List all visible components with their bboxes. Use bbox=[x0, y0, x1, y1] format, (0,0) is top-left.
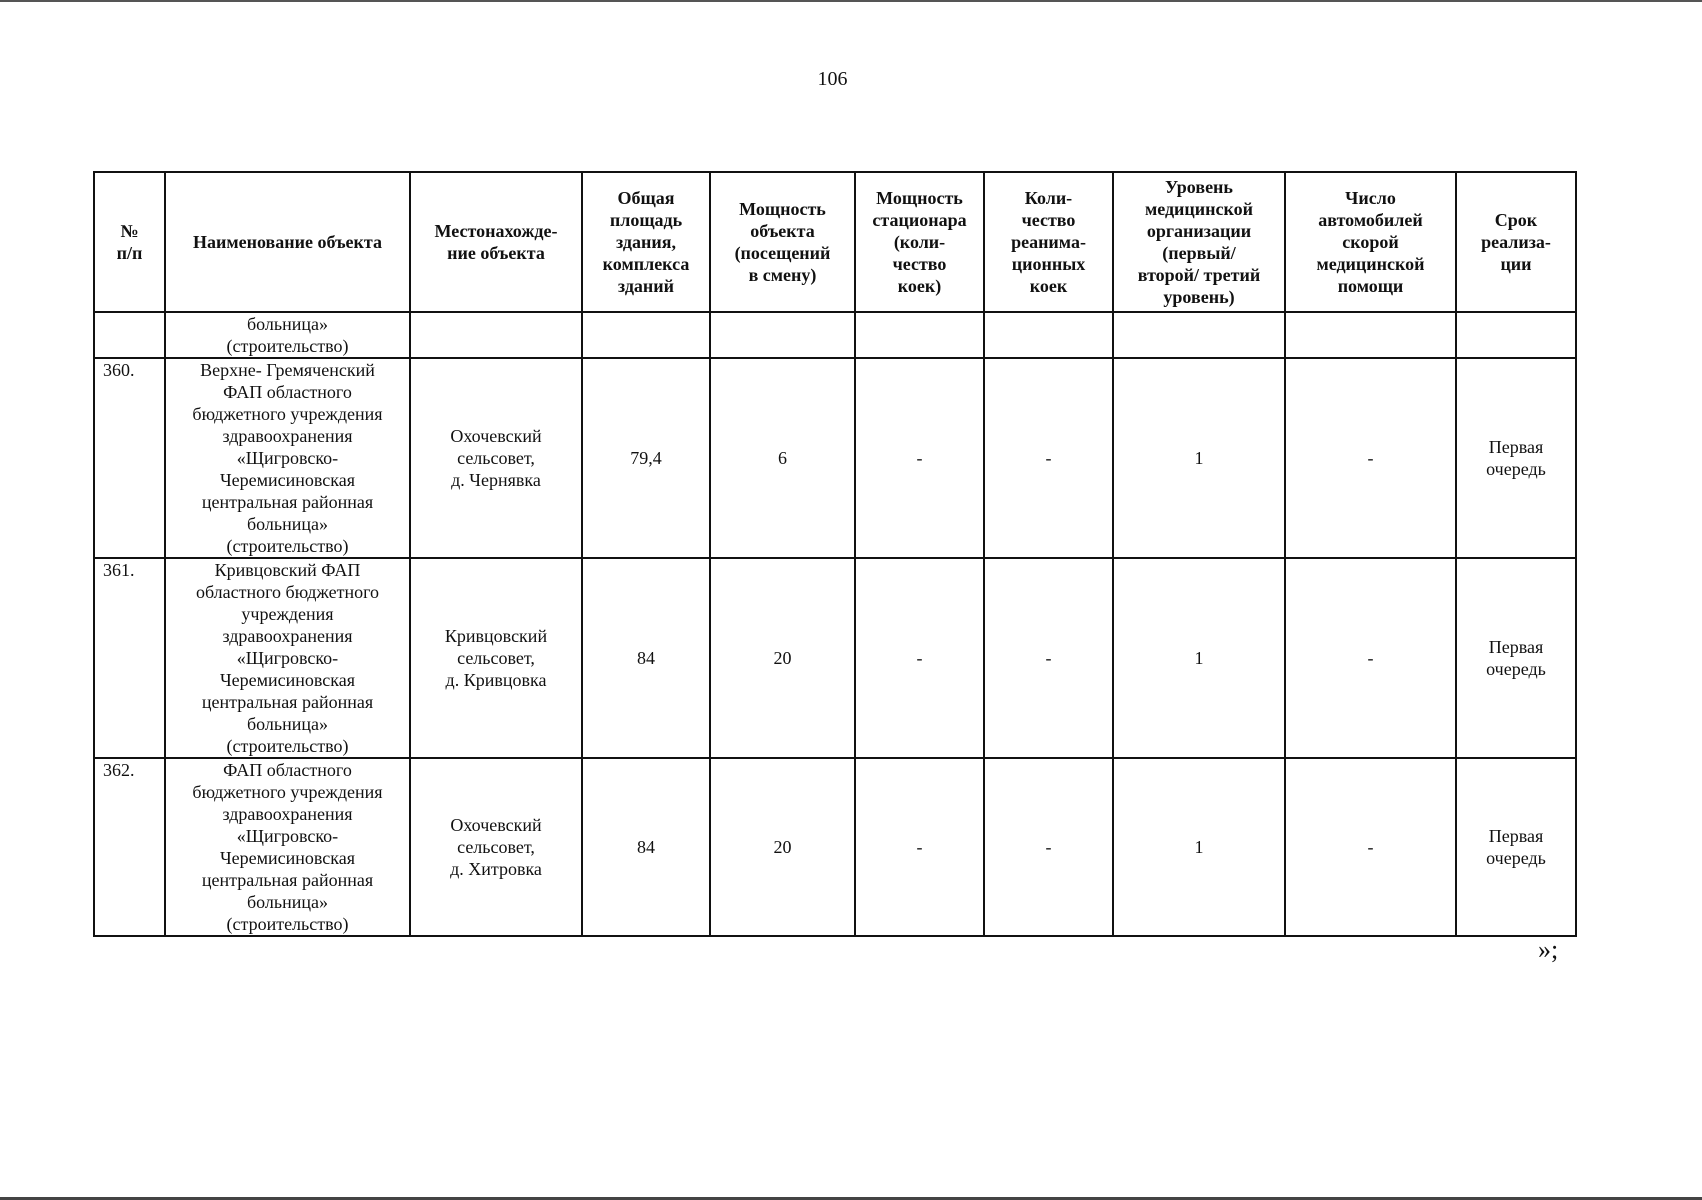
row-ambulances: - bbox=[1285, 358, 1456, 558]
row-num: 361. bbox=[94, 558, 165, 758]
continuation-hospital bbox=[855, 312, 984, 358]
table-header-row bbox=[94, 172, 1576, 312]
continuation-name: больница» (строительство) bbox=[165, 312, 410, 358]
continuation-ambulances bbox=[1285, 312, 1456, 358]
row-term: Первая очередь bbox=[1456, 358, 1576, 558]
row-area: 79,4 bbox=[582, 358, 710, 558]
continuation-icu bbox=[984, 312, 1113, 358]
row-num: 360. bbox=[94, 358, 165, 558]
continuation-level bbox=[1113, 312, 1285, 358]
row-icu: - bbox=[984, 558, 1113, 758]
header-ambulances: Число автомобилей скорой медицинской помощи bbox=[1285, 172, 1456, 312]
closing-quote-mark: »; bbox=[1538, 935, 1559, 964]
page-number: 106 bbox=[817, 68, 848, 90]
row-ambulances: - bbox=[1285, 558, 1456, 758]
row-icu: - bbox=[984, 358, 1113, 558]
row-hospital: - bbox=[855, 758, 984, 936]
row-num: 362. bbox=[94, 758, 165, 936]
row-level: 1 bbox=[1113, 758, 1285, 936]
header-term: Срок реализа- ции bbox=[1456, 172, 1576, 312]
continuation-term bbox=[1456, 312, 1576, 358]
row-level: 1 bbox=[1113, 558, 1285, 758]
row-level: 1 bbox=[1113, 358, 1285, 558]
table-row bbox=[94, 558, 1576, 758]
row-capacity: 20 bbox=[710, 758, 855, 936]
row-term: Первая очередь bbox=[1456, 758, 1576, 936]
continuation-location bbox=[410, 312, 582, 358]
row-name: Верхне- Гремяченский ФАП областного бюджетного учреждения здравоохранения «Щигровско- Черемисиновская центральная районная больница» (строительство) bbox=[165, 358, 410, 558]
header-location: Местонахожде- ние объекта bbox=[410, 172, 582, 312]
scan-edge-top bbox=[0, 0, 1702, 2]
row-location: Охочевский сельсовет, д. Хитровка bbox=[410, 758, 582, 936]
row-icu: - bbox=[984, 758, 1113, 936]
header-level: Уровень медицинской организации (первый/ второй/ третий уровень) bbox=[1113, 172, 1285, 312]
row-location: Кривцовский сельсовет, д. Кривцовка bbox=[410, 558, 582, 758]
row-name: Кривцовский ФАП областного бюджетного учреждения здравоохранения «Щигровско- Черемисиновская центральная районная больница» (строительство) bbox=[165, 558, 410, 758]
row-area: 84 bbox=[582, 558, 710, 758]
continuation-capacity bbox=[710, 312, 855, 358]
row-ambulances: - bbox=[1285, 758, 1456, 936]
row-name: ФАП областного бюджетного учреждения здравоохранения «Щигровско- Черемисиновская центральная районная больница» (строительство) bbox=[165, 758, 410, 936]
header-name: Наименование объекта bbox=[165, 172, 410, 312]
header-icu: Коли- чество реанима- ционных коек bbox=[984, 172, 1113, 312]
row-area: 84 bbox=[582, 758, 710, 936]
row-capacity: 6 bbox=[710, 358, 855, 558]
header-num: № п/п bbox=[94, 172, 165, 312]
table-row bbox=[94, 758, 1576, 936]
table-row bbox=[94, 358, 1576, 558]
header-hospital: Мощность стационара (коли- чество коек) bbox=[855, 172, 984, 312]
row-term: Первая очередь bbox=[1456, 558, 1576, 758]
continuation-area bbox=[582, 312, 710, 358]
row-hospital: - bbox=[855, 358, 984, 558]
objects-table bbox=[93, 171, 1577, 937]
row-location: Охочевский сельсовет, д. Чернявка bbox=[410, 358, 582, 558]
continuation-num bbox=[94, 312, 165, 358]
header-capacity: Мощность объекта (посещений в смену) bbox=[710, 172, 855, 312]
header-area: Общая площадь здания, комплекса зданий bbox=[582, 172, 710, 312]
row-capacity: 20 bbox=[710, 558, 855, 758]
row-hospital: - bbox=[855, 558, 984, 758]
continuation-row bbox=[94, 312, 1576, 358]
